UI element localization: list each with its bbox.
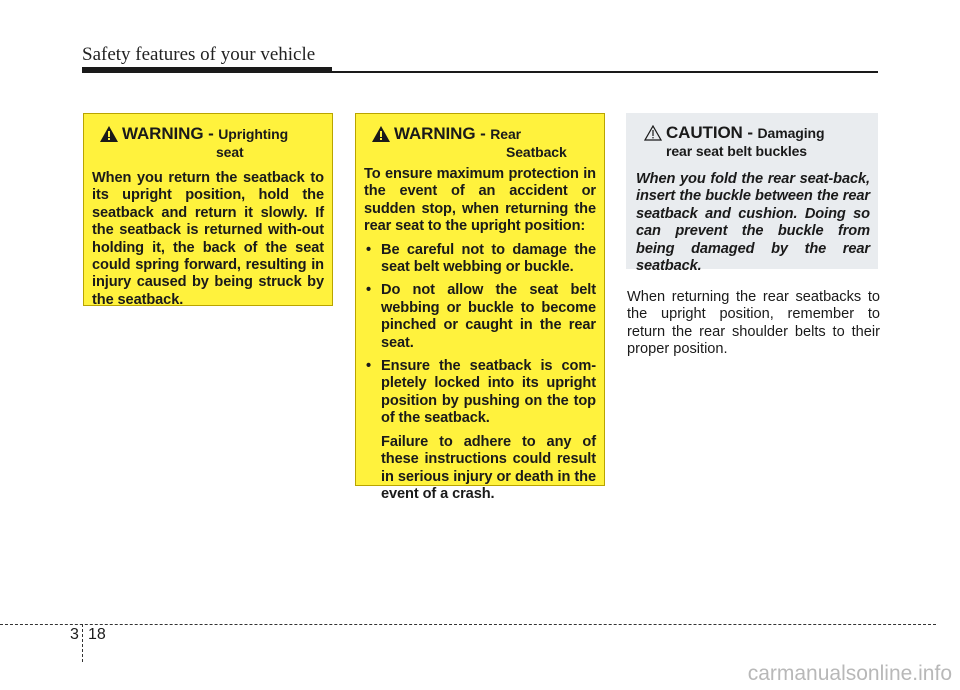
warning-subtitle: Rear bbox=[490, 126, 522, 142]
warning-header bbox=[92, 124, 324, 164]
warning-header bbox=[364, 124, 596, 164]
warning-box-rear-seatback bbox=[355, 113, 605, 502]
warning-triangle-icon bbox=[372, 126, 390, 142]
warning-subtitle: Uprighting bbox=[218, 126, 289, 142]
warning-failure-note: Failure to adhere to any of these instructions could result in serious injury or death in the event of a crash. bbox=[381, 433, 596, 502]
list-item: • Do not allow the seat belt webbing or buckle to become pinched or caught in the rear seat. bbox=[364, 282, 596, 352]
footer-divider bbox=[82, 624, 83, 662]
watermark: carmanualsonline.info bbox=[747, 662, 952, 685]
warning-box-upright-seat bbox=[83, 113, 333, 306]
list-item: • Ensure the seatback is com-pletely locked into its upright position by pushing on the top of the seatback. bbox=[364, 358, 596, 428]
warning-subtitle-line2: seat bbox=[216, 144, 244, 161]
warning-label: WARNING - bbox=[394, 124, 491, 143]
body-paragraph: When returning the rear seatbacks to the upright position, remember to return the rear shoulder belts to their proper position. bbox=[627, 289, 880, 358]
warning-body: When you return the seatback to its upright position, hold the seatback and return it slowly. If the seatback is returned with-out holding it, the back of the seat could spring forward, resulting in injury caused by being struck by the seatback. bbox=[92, 170, 324, 308]
caution-subtitle: Damaging bbox=[757, 125, 825, 141]
page-number: 18 bbox=[88, 626, 106, 643]
list-item: • Be careful not to damage the seat belt webbing or buckle. bbox=[364, 242, 596, 277]
caution-subtitle-line2: rear seat belt buckles bbox=[666, 143, 807, 160]
page-header-title: Safety features of your vehicle bbox=[82, 44, 316, 65]
warning-triangle-icon bbox=[100, 126, 118, 142]
warning-intro: To ensure maximum protection in the event of an accident or sudden stop, when returning the rear seat to the upright position: bbox=[364, 166, 596, 235]
caution-triangle-icon bbox=[644, 125, 662, 141]
caution-label: CAUTION - bbox=[666, 123, 758, 142]
warning-bullet-list bbox=[364, 242, 596, 428]
warning-subtitle-line2: Seatback bbox=[506, 144, 567, 161]
warning-label: WARNING - bbox=[122, 124, 219, 143]
header-rule-thin bbox=[82, 71, 878, 73]
chapter-number: 3 bbox=[70, 626, 79, 643]
caution-header bbox=[636, 123, 870, 163]
caution-body: When you fold the rear seat-back, insert the buckle between the rear seatback and cushion. Doing so can prevent the buckle from being damaged by the rear seatback. bbox=[636, 171, 870, 275]
caution-box-seat-belt-buckles bbox=[626, 113, 878, 275]
footer-rule bbox=[0, 624, 936, 625]
